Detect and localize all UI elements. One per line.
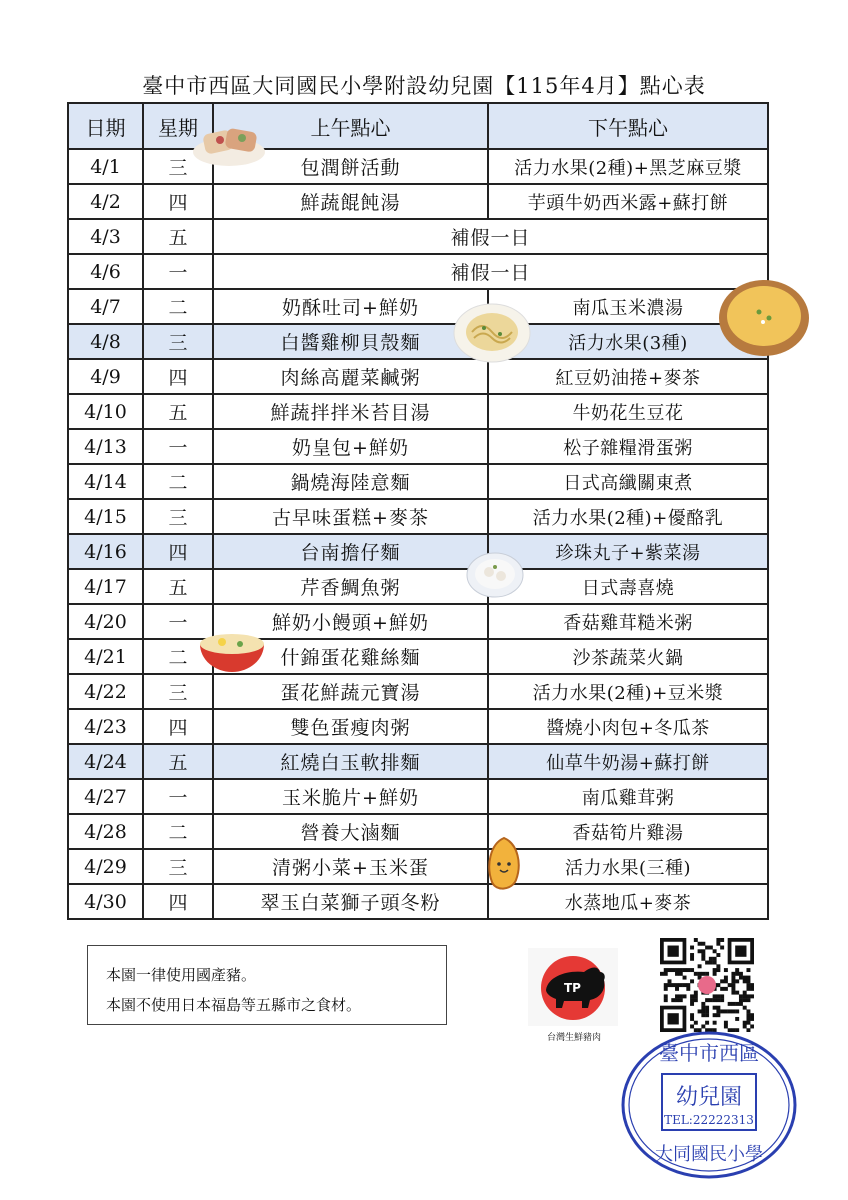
holiday-cell: 補假一日 <box>213 254 768 289</box>
header-date: 日期 <box>68 103 143 149</box>
holiday-cell: 補假一日 <box>213 219 768 254</box>
table-row <box>68 674 768 709</box>
weekday-cell: 一 <box>143 604 213 639</box>
pm-snack-cell: 活力水果(2種)+豆米漿 <box>488 674 768 709</box>
table-body <box>68 149 768 919</box>
pm-snack-cell: 活力水果(2種)+優酪乳 <box>488 499 768 534</box>
kindergarten-stamp <box>620 1030 798 1180</box>
weekday-cell: 三 <box>143 499 213 534</box>
am-snack-cell: 鮮蔬餛飩湯 <box>213 184 488 219</box>
page-title: 臺中市西區大同國民小學附設幼兒園【115年4月】點心表 <box>142 74 706 98</box>
am-snack-cell: 雙色蛋瘦肉粥 <box>213 709 488 744</box>
am-snack-cell: 營養大滷麵 <box>213 814 488 849</box>
pm-snack-cell: 活力水果(2種)+黑芝麻豆漿 <box>488 149 768 184</box>
date-cell: 4/3 <box>68 219 143 254</box>
sweet-potato-image <box>486 836 522 896</box>
table-row <box>68 254 768 289</box>
pm-snack-cell: 南瓜雞茸粥 <box>488 779 768 814</box>
am-snack-cell: 翠玉白菜獅子頭冬粉 <box>213 884 488 919</box>
weekday-cell: 二 <box>143 814 213 849</box>
stamp-tel: TEL:22222313 <box>664 1113 754 1127</box>
weekday-cell: 二 <box>143 639 213 674</box>
weekday-cell: 四 <box>143 884 213 919</box>
pm-snack-cell: 日式壽喜燒 <box>488 569 768 604</box>
weekday-cell: 五 <box>143 569 213 604</box>
weekday-cell: 二 <box>143 289 213 324</box>
table-row <box>68 744 768 779</box>
date-cell: 4/1 <box>68 149 143 184</box>
stamp-bottom-text: 大同國民小學 <box>655 1144 763 1165</box>
am-snack-cell: 白醬雞柳貝殼麵 <box>213 324 488 359</box>
table-row <box>68 534 768 569</box>
date-cell: 4/13 <box>68 429 143 464</box>
stamp-top-text: 臺中市西區 <box>659 1041 759 1065</box>
pm-snack-cell: 日式高纖關東煮 <box>488 464 768 499</box>
table-row <box>68 289 768 324</box>
am-snack-cell: 台南擔仔麵 <box>213 534 488 569</box>
pm-snack-cell: 沙茶蔬菜火鍋 <box>488 639 768 674</box>
pork-logo-letters: TP <box>564 981 581 995</box>
weekday-cell: 四 <box>143 534 213 569</box>
weekday-cell: 三 <box>143 674 213 709</box>
pm-snack-cell: 芋頭牛奶西米露+蘇打餅 <box>488 184 768 219</box>
table-row <box>68 219 768 254</box>
taiwan-pork-logo <box>528 948 618 1038</box>
date-cell: 4/15 <box>68 499 143 534</box>
table-row <box>68 779 768 814</box>
noodle-bowl-image <box>196 626 268 674</box>
date-cell: 4/27 <box>68 779 143 814</box>
date-cell: 4/30 <box>68 884 143 919</box>
am-snack-cell: 包潤餅活動 <box>213 149 488 184</box>
pm-snack-cell: 南瓜玉米濃湯 <box>488 289 768 324</box>
table-row <box>68 639 768 674</box>
date-cell: 4/21 <box>68 639 143 674</box>
date-cell: 4/14 <box>68 464 143 499</box>
pm-snack-cell: 活力水果(3種) <box>488 324 768 359</box>
meatball-soup-image <box>465 550 525 600</box>
am-snack-cell: 鮮蔬拌拌米苔目湯 <box>213 394 488 429</box>
note-line: 本園一律使用國產豬。 <box>106 966 257 984</box>
table-row <box>68 604 768 639</box>
date-cell: 4/28 <box>68 814 143 849</box>
date-cell: 4/7 <box>68 289 143 324</box>
table-row <box>68 429 768 464</box>
pm-snack-cell: 松子雜糧滑蛋粥 <box>488 429 768 464</box>
date-cell: 4/10 <box>68 394 143 429</box>
am-snack-cell: 蛋花鮮蔬元寶湯 <box>213 674 488 709</box>
weekday-cell: 四 <box>143 359 213 394</box>
header-am: 上午點心 <box>213 103 488 149</box>
table-row <box>68 184 768 219</box>
stamp-center-text: 幼兒園 <box>675 1085 743 1110</box>
weekday-cell: 四 <box>143 184 213 219</box>
table-row <box>68 709 768 744</box>
header-weekday: 星期 <box>143 103 213 149</box>
pasta-image <box>452 302 532 364</box>
pm-snack-cell: 仙草牛奶湯+蘇打餅 <box>488 744 768 779</box>
am-snack-cell: 肉絲高麗菜鹹粥 <box>213 359 488 394</box>
date-cell: 4/23 <box>68 709 143 744</box>
table-row <box>68 849 768 884</box>
date-cell: 4/17 <box>68 569 143 604</box>
pork-logo-label: 台灣生鮮豬肉 <box>546 1033 601 1043</box>
table-row <box>68 569 768 604</box>
table-row <box>68 884 768 919</box>
date-cell: 4/20 <box>68 604 143 639</box>
weekday-cell: 三 <box>143 849 213 884</box>
pumpkin-soup-image <box>717 278 811 358</box>
weekday-cell: 五 <box>143 394 213 429</box>
weekday-cell: 一 <box>143 429 213 464</box>
date-cell: 4/9 <box>68 359 143 394</box>
am-snack-cell: 清粥小菜+玉米蛋 <box>213 849 488 884</box>
note-line: 本園不使用日本福島等五縣市之食材。 <box>106 996 362 1014</box>
date-cell: 4/2 <box>68 184 143 219</box>
pm-snack-cell: 活力水果(三種) <box>488 849 768 884</box>
am-snack-cell: 奶酥吐司+鮮奶 <box>213 289 488 324</box>
header-pm: 下午點心 <box>488 103 768 149</box>
pm-snack-cell: 香菇筍片雞湯 <box>488 814 768 849</box>
weekday-cell: 三 <box>143 149 213 184</box>
pm-snack-cell: 醬燒小肉包+冬瓜茶 <box>488 709 768 744</box>
pm-snack-cell: 牛奶花生豆花 <box>488 394 768 429</box>
weekday-cell: 五 <box>143 744 213 779</box>
pm-snack-cell: 紅豆奶油捲+麥茶 <box>488 359 768 394</box>
pm-snack-cell: 水蒸地瓜+麥茶 <box>488 884 768 919</box>
table-row <box>68 814 768 849</box>
table-row <box>68 394 768 429</box>
snack-menu-table <box>67 102 769 920</box>
am-snack-cell: 鮮奶小饅頭+鮮奶 <box>213 604 488 639</box>
weekday-cell: 一 <box>143 254 213 289</box>
date-cell: 4/8 <box>68 324 143 359</box>
date-cell: 4/24 <box>68 744 143 779</box>
date-cell: 4/29 <box>68 849 143 884</box>
am-snack-cell: 玉米脆片+鮮奶 <box>213 779 488 814</box>
table-row <box>68 324 768 359</box>
date-cell: 4/6 <box>68 254 143 289</box>
weekday-cell: 三 <box>143 324 213 359</box>
am-snack-cell: 紅燒白玉軟排麵 <box>213 744 488 779</box>
table-row <box>68 149 768 184</box>
pm-snack-cell: 香菇雞茸糙米粥 <box>488 604 768 639</box>
notes-box <box>87 945 447 1025</box>
date-cell: 4/16 <box>68 534 143 569</box>
weekday-cell: 一 <box>143 779 213 814</box>
am-snack-cell: 什錦蛋花雞絲麵 <box>213 639 488 674</box>
am-snack-cell: 芹香鯛魚粥 <box>213 569 488 604</box>
spring-roll-image <box>190 118 268 170</box>
weekday-cell: 二 <box>143 464 213 499</box>
weekday-cell: 四 <box>143 709 213 744</box>
am-snack-cell: 鍋燒海陸意麵 <box>213 464 488 499</box>
table-row <box>68 499 768 534</box>
pm-snack-cell: 珍珠丸子+紫菜湯 <box>488 534 768 569</box>
date-cell: 4/22 <box>68 674 143 709</box>
table-row <box>68 359 768 394</box>
qr-code <box>660 938 754 1032</box>
weekday-cell: 五 <box>143 219 213 254</box>
am-snack-cell: 古早味蛋糕+麥茶 <box>213 499 488 534</box>
am-snack-cell: 奶皇包+鮮奶 <box>213 429 488 464</box>
table-header-row <box>68 103 768 149</box>
table-row <box>68 464 768 499</box>
